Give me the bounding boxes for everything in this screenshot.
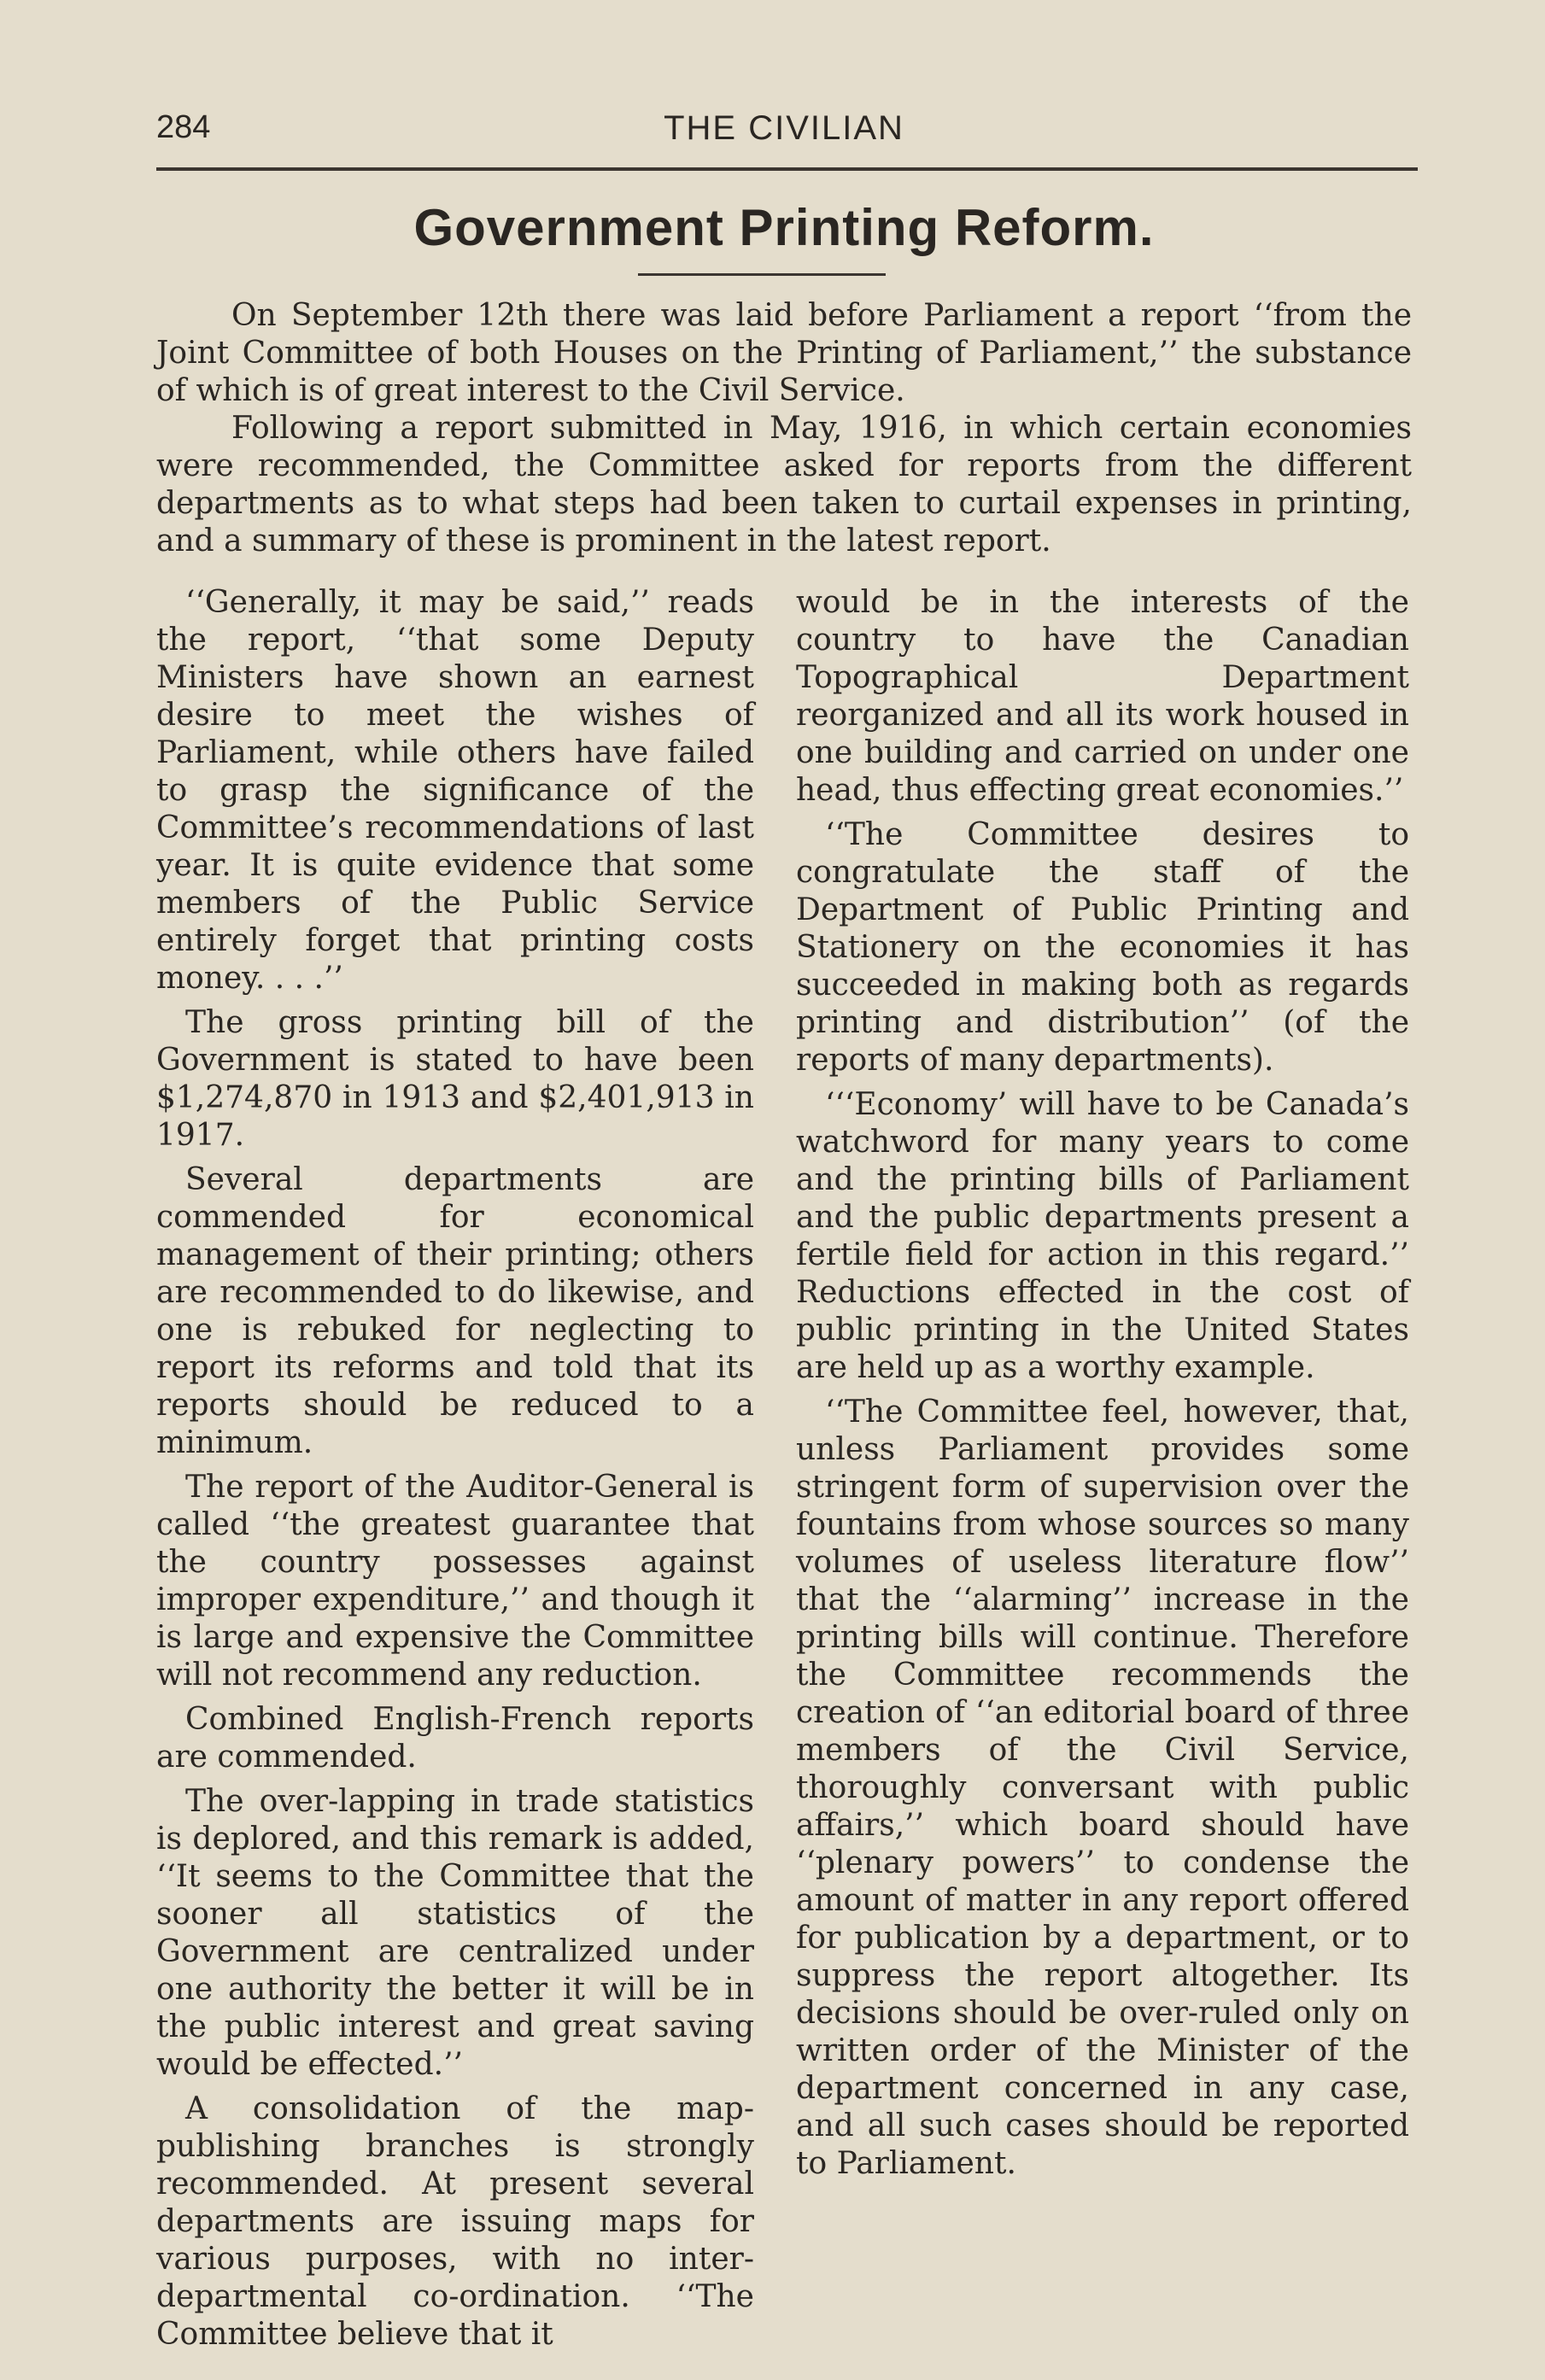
left-column — [156, 584, 754, 2360]
body-paragraph: Several departments are commended for economical management of their printing; others are recommended to do likewise, and one is rebuked for neglecting to report its reforms and told that its reports should be reduced to a minimum. — [156, 1162, 754, 1460]
body-paragraph: ‘‘The Committee desires to congratulate the staff of the Department of Public Printing and Stationery on the economies it has succeeded in making both as regards printing and distribution’’ (of the reports of many departments). — [796, 817, 1409, 1078]
body-paragraph: Combined English-French reports are commended. — [156, 1702, 754, 1775]
page-header — [156, 109, 1412, 161]
right-column — [796, 584, 1409, 2190]
article-intro — [156, 297, 1412, 560]
body-paragraph: The over-lapping in trade statistics is deplored, and this remark is added, ‘‘It seems to the Committee that the sooner all statistics of the Government are centralized under one authority the better it will be in the public interest and great saving would be effected.’’ — [156, 1784, 754, 2082]
intro-paragraph: Following a report submitted in May, 1916, in which certain economies were recommended, the Committee asked for reports from the different departments as to what steps had been taken to curtail expenses in printing, and a summary of these is prominent in the latest report. — [156, 411, 1412, 558]
continued-paragraph: would be in the interests of the country to have the Canadian Topographical Department reorganized and all its work housed in one building and carried on under one head, thus effecting great economies.’’ — [796, 585, 1409, 808]
body-paragraph: A consolidation of the map-publishing branches is strongly recommended. At present several departments are issuing maps for various purposes, with no inter-departmental co-ordination. ‘‘The Committee believe that it — [156, 2091, 754, 2352]
page-number: 284 — [156, 109, 211, 145]
header-rule — [156, 167, 1418, 171]
intro-paragraph: On September 12th there was laid before Parliament a report ‘‘from the Joint Committee of both Houses on the Printing of Parliament,’’ the substance of which is of great interest to the Civil Service. — [156, 298, 1412, 408]
running-title: THE CIVILIAN — [664, 109, 904, 147]
body-paragraph: ‘‘Generally, it may be said,’’ reads the report, ‘‘that some Deputy Ministers have shown an earnest desire to meet the wishes of Parliament, while others have failed to grasp the significance of the Committee’s recommendations of last year. It is quite evidence that some members of the Public Service entirely forget that printing costs money. . . .’’ — [156, 585, 754, 996]
body-paragraph: The report of the Auditor-General is called ‘‘the greatest guarantee that the country possesses against improper expenditure,’’ and though it is large and expensive the Committee will not recommend any reduction. — [156, 1470, 754, 1693]
body-paragraph: ‘‘The Committee feel, however, that, unless Parliament provides some stringent form of supervision over the fountains from whose sources so many volumes of useless literature flow’’ that the ‘‘alarming’’ increase in the printing bills will continue. Therefore the Committee recommends the creation of ‘‘an editorial board of three members of the Civil Service, thoroughly conversant with public affairs,’’ which board should have ‘‘plenary powers’’ to condense the amount of matter in any report offered for publication by a department, or to suppress the report altogether. Its decisions should be over-ruled only on written order of the Minister of the department concerned in any case, and all such cases should be reported to Parliament. — [796, 1395, 1409, 2181]
body-paragraph: The gross printing bill of the Government is stated to have been $1,274,870 in 1913 and $2,401,913 in 1917. — [156, 1005, 754, 1153]
body-paragraph: ‘‘‘Economy’ will have to be Canada’s watchword for many years to come and the printing bills of Parliament and the public departments present a fertile field for action in this regard.’’ Reductions effected in the cost of public printing in the United States are held up as a worthy example. — [796, 1087, 1409, 1385]
title-underline — [638, 273, 886, 276]
article-title: Government Printing Reform. — [413, 199, 1155, 256]
